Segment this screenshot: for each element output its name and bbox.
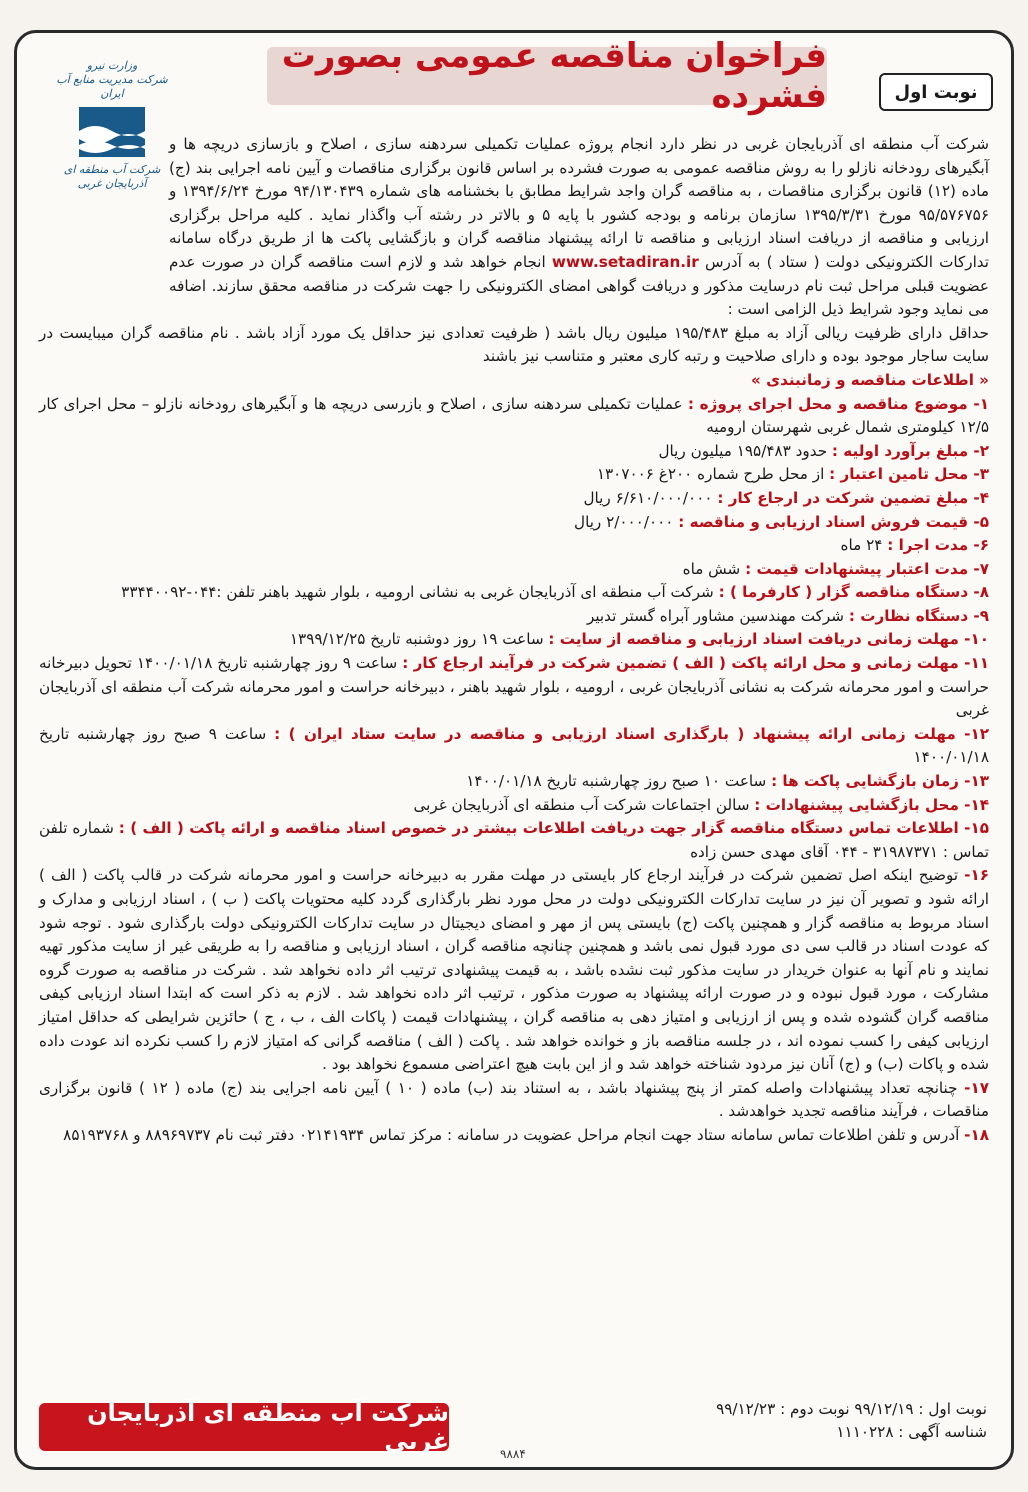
intro-paragraph: [39, 133, 989, 322]
tender-notice: [14, 30, 1014, 1470]
publication-dates: نوبت اول : ۹۹/۱۲/۱۹ نوبت دوم : ۹۹/۱۲/۲۳: [716, 1400, 987, 1418]
list-item: [39, 652, 989, 723]
list-item: [39, 534, 989, 558]
item-text: توضیح اینکه اصل تضمین شرکت در فرآیند ارجاع کار بایستی در مهلت مقرر به دبیرخانه حراست و امور محرمانه شرکت در قالب پاکت ( الف ) ارائه شود و تصویر آن نیز در سایت تدارکات الکترونیکی دولت در محل مورد نظر بارگذاری گردد کلیه محتویات پاکت ( ب ) ، اسناد ارزیابی و مدارک و اسناد مربوط به مناقصه گزار و همچنین پاکت (ج) بایستی پس از مهر و امضای دیجیتال در سایت تدارکات الکترونیکی دولت بارگذاری شود . توجه شود که عودت اسناد در قالب سی دی مورد قبول نمی باشد و همچنین چنانچه مناقصه گران ، اسناد ارزیابی و مناقصه را به طریقی غیر از سایت مذکور تهیه نمایند و نام آنها به عنوان خریدار در سایت مذکور ثبت نشده باشد ، به قیمت پیشنهادی ترتیب اثر داده نخواهد شد . شرکت در مناقصه به صورت گروه مشارکت ، مورد قبول نبوده و در صورت ارائه پیشنهاد به صورت مذکور ، ترتیب اثر داده نخواهد شد . لازم به ذکر است که ابتدا اسناد ارزیابی کیفی مناقصه گران گشوده شده و پس از ارزیابی و امتیاز دهی به مناقصه گران ، پیشنهادات قیمت ( پاکات الف ، ب ، ج ) حائزین شرایطی که حداقل امتیاز ارزیابی کیفی را کسب نموده اند ، در جلسه مناقصه باز و خوانده خواهد شد . پاکت ( الف ) مناقصه گرانی که امتیاز لازم را کسب نکرده اند عودت داده شده و پاکات (ب) و (ج) آنان نیز مردود شناخته خواهد شد و از این بابت هیچ اعتراضی مسموع نخواهد بود .: [39, 866, 989, 1074]
footer-company-banner: شرکت آب منطقه ای آذربایجان غربی: [39, 1403, 449, 1451]
item-label: ۲- مبلغ برآورد اولیه :: [831, 441, 989, 460]
intro-text-1: شرکت آب منطقه ای آذربایجان غربی در نظر دارد انجام پروژه عملیات تکمیلی سردهنه سازی ، اصلاح و بازسازی دریچه ها و آبگیرهای رودخانه نازلو را به روش مناقصه عمومی به صورت فشرده بر اساس قانون برگزاری مناقصات و آیین نامه اجرایی بند (ج) ماده (۱۲) قانون برگزاری مناقصات ، به مناقصه گران واجد شرایط مطابق با بخشنامه های شماره ۹۴/۱۳۰۴۳۹ مورخ ۱۳۹۴/۶/۲۴ و ۹۵/۵۷۶۷۵۶ مورخ ۱۳۹۵/۳/۳۱ سازمان برنامه و بودجه کشور با پایه ۵ و بالاتر در رشته آب واگذار نماید . کلیه مراحل برگزاری ارزیابی و مناقصه از دریافت اسناد ارزیابی و مناقصه تا ارائه پیشنهاد مناقصه گران و بازگشایی پاکت ها از طریق درگاه سامانه تدارکات الکترونیکی دولت ( ستاد ) به آدرس: [169, 135, 990, 271]
item-text: شش ماه: [682, 559, 741, 578]
item-label: ۳- محل تامین اعتبار :: [829, 465, 989, 484]
list-item: [39, 770, 989, 794]
footer-dates: [467, 1398, 987, 1444]
item-text: ۲/۰۰۰/۰۰۰ ریال: [574, 512, 674, 531]
section-title: « اطلاعات مناقصه و زمانبندی »: [751, 370, 989, 389]
list-item: [39, 864, 989, 1076]
item-label: ۱۳- زمان بازگشایی پاکت ها :: [771, 772, 989, 791]
list-item: [39, 794, 989, 818]
item-text: حدود ۱۹۵/۴۸۳ میلیون ریال: [658, 441, 828, 460]
list-item: [39, 393, 989, 440]
notice-body: [39, 133, 989, 1148]
requirements-paragraph: حداقل دارای ظرفیت ریالی آزاد به مبلغ ۱۹۵/۴۸۳ میلیون ریال باشد ( ظرفیت تعدادی نیز حداقل یک مورد آزاد باشد . نام مناقصه گران میبایست در سایت ساجار موجود بوده و دارای صلاحیت و رتبه کاری معتبر و متناسب نیز باشند: [39, 323, 989, 366]
list-item: [39, 1124, 989, 1148]
item-label: ۷- مدت اعتبار پیشنهادات قیمت :: [745, 559, 989, 578]
item-label: ۱۵- اطلاعات تماس دستگاه مناقصه گزار جهت دریافت اطلاعات بیشتر در خصوص اسناد مناقصه و ارائه پاکت ( الف ) :: [118, 819, 989, 838]
item-label: ۱۱- مهلت زمانی و محل ارائه پاکت ( الف ) تضمین شرکت در فرآیند ارجاع کار :: [402, 654, 989, 673]
list-item: [39, 487, 989, 511]
item-label: ۱۴- محل بازگشایی پیشنهادات :: [754, 795, 989, 814]
item-label: ۵- قیمت فروش اسناد ارزیابی و مناقصه :: [678, 512, 989, 531]
item-text: ۶/۶۱۰/۰۰۰/۰۰۰ ریال: [583, 488, 713, 507]
item-label: ۹- دستگاه نظارت :: [848, 606, 989, 625]
logo-regional-text: شرکت آب منطقه ای آذربایجان غربی: [63, 163, 161, 190]
list-item: [39, 581, 989, 605]
item-text: از محل طرح شماره ۲۰۰غ ۱۳۰۷۰۰۶: [596, 465, 825, 484]
item-text: ساعت ۱۰ صبح روز چهارشنبه تاریخ ۱۴۰۰/۰۱/۱۸: [466, 772, 767, 791]
round-label: نوبت اول: [879, 73, 993, 111]
item-text: آدرس و تلفن اطلاعات تماس سامانه ستاد جهت انجام مراحل عضویت در سامانه : مرکز تماس ۰۲۱۴۱۹۳۴ دفتر ثبت نام ۸۸۹۶۹۷۳۷ و ۸۵۱۹۳۷۶۸: [63, 1125, 960, 1144]
intro-text-2: انجام خواهد شد و لازم است مناقصه گران در صورت عدم عضویت قبلی مراحل ثبت نام درسایت مذکور و دریافت گواهی امضای الکترونیکی را جهت شرکت در مناقصه محقق سازند. اضافه می نماید وجود شرایط ذیل الزامی است :: [169, 252, 989, 319]
header: [17, 33, 1011, 190]
list-item: [39, 463, 989, 487]
website-link[interactable]: www.setadiran.ir: [551, 252, 699, 271]
print-code: ۹۸۸۴: [500, 1447, 526, 1461]
item-label: ۱۶-: [964, 866, 990, 885]
item-label: ۱۲- مهلت زمانی ارائه پیشنهاد ( بارگذاری اسناد ارزیابی و مناقصه در سایت ستاد ایران ) :: [274, 724, 990, 743]
item-text: ۲۴ ماه: [840, 536, 883, 555]
list-item: [39, 440, 989, 464]
item-text: سالن اجتماعات شرکت آب منطقه ای آذربایجان غربی: [413, 795, 750, 814]
list-item: [39, 628, 989, 652]
item-label: ۴- مبلغ تضمین شرکت در ارجاع کار :: [717, 488, 989, 507]
list-item: [39, 605, 989, 629]
logo-ministry-text: وزارت نیرو: [86, 59, 138, 72]
list-item: [39, 511, 989, 535]
ad-id: شناسه آگهی : ۱۱۱۰۲۲۸: [836, 1423, 987, 1441]
item-label: ۱۰- مهلت زمانی دریافت اسناد ارزیابی و مناقصه از سایت :: [548, 630, 989, 649]
list-item: [39, 558, 989, 582]
list-item: [39, 817, 989, 864]
item-label: ۶- مدت اجرا :: [887, 536, 989, 555]
logo-company-text: شرکت مدیریت منابع آب ایران: [56, 73, 168, 100]
item-text: ساعت ۹ صبح روز چهارشنبه تاریخ ۱۴۰۰/۰۱/۱۸: [39, 724, 989, 767]
item-text: شرکت آب منطقه ای آذربایجان غربی به نشانی ارومیه ، بلوار شهید باهنر تلفن :۰۴۴-۳۳۴۴۰۰۹۲: [121, 583, 714, 602]
item-label: ۱۷-: [964, 1078, 990, 1097]
item-label: ۱- موضوع مناقصه و محل اجرای پروژه :: [687, 394, 990, 413]
item-text: شرکت مهندسین مشاور آبراه گستر تدبیر: [586, 606, 845, 625]
item-text: شماره تلفن تماس : ۳۱۹۸۷۳۷۱ - ۰۴۴ آقای مهدی حسن زاده: [39, 819, 989, 861]
item-text: ساعت ۹ روز چهارشنبه تاریخ ۱۴۰۰/۰۱/۱۸ تحویل دبیرخانه حراست و امور محرمانه شرکت به نشانی آذربایجان غربی ، ارومیه ، بلوار شهید باهنر ، دبیرخانه حراست و امور محرمانه شرکت آب منطقه ای آذربایجان غربی: [39, 654, 989, 720]
list-item: [39, 723, 989, 770]
item-text: عملیات تکمیلی سردهنه سازی ، اصلاح و بازرسی دریچه ها و آبگیرهای رودخانه نازلو – محل اجرای کار ۱۲/۵ کیلومتری شمال غربی شهرستان ارومیه: [39, 394, 989, 437]
item-text: ساعت ۱۹ روز دوشنبه تاریخ ۱۳۹۹/۱۲/۲۵: [289, 630, 544, 649]
item-text: چنانچه تعداد پیشنهادات واصله کمتر از پنج پیشنهاد باشد ، به استناد بند (ب) ماده ( ۱۰ ) آیین نامه اجرایی بند (ج) ماده ( ۱۲ ) قانون برگزاری مناقصات ، فرآیند مناقصه تجدید خواهدشد .: [39, 1078, 989, 1121]
list-item: [39, 1077, 989, 1124]
item-label: ۱۸-: [964, 1125, 989, 1144]
notice-title: فراخوان مناقصه عمومی بصورت فشرده: [267, 47, 827, 105]
item-label: ۸- دستگاه مناقصه گزار ( کارفرما ) :: [718, 583, 989, 602]
